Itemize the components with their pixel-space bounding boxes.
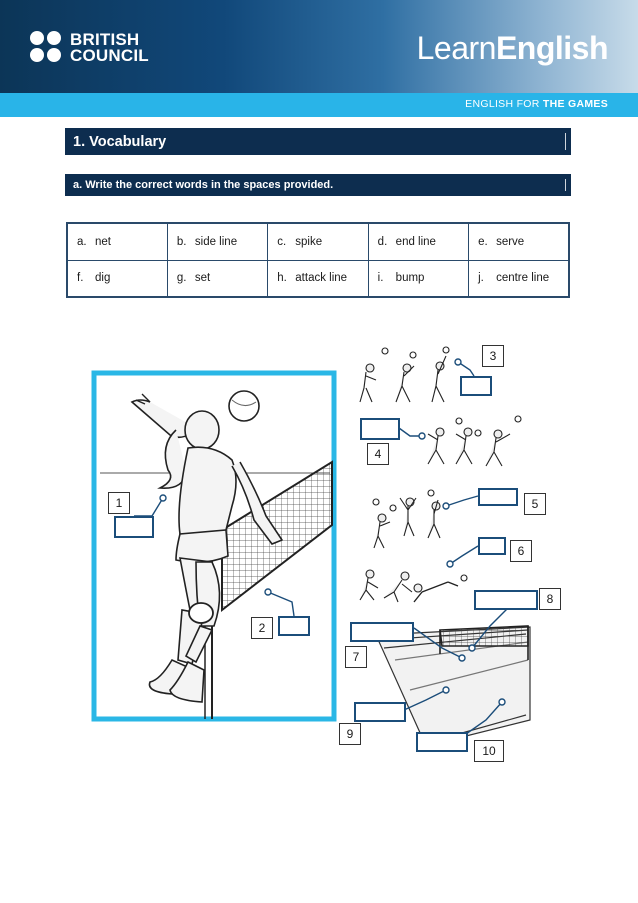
- instruction: a. Write the correct words in the spaces provided.: [66, 175, 570, 195]
- callout-10: 10: [474, 740, 504, 762]
- word-cell: a. net: [67, 223, 167, 260]
- callout-7: 7: [345, 646, 367, 668]
- word-cell: j. centre line: [469, 260, 569, 297]
- table-row: [67, 223, 569, 260]
- callout-8: 8: [539, 588, 561, 610]
- word-cell: b. side line: [167, 223, 267, 260]
- court-drawing: [376, 626, 530, 746]
- callout-1: 1: [108, 492, 130, 514]
- tagline-strip: [0, 93, 638, 117]
- answer-box-4[interactable]: [360, 418, 400, 440]
- word-cell: f. dig: [67, 260, 167, 297]
- callout-4: 4: [367, 443, 389, 465]
- spike-player-picture: [94, 373, 334, 719]
- word-cell: c. spike: [268, 223, 368, 260]
- answer-box-5[interactable]: [478, 488, 518, 506]
- vocabulary-table: [66, 222, 570, 298]
- answer-box-6[interactable]: [478, 537, 506, 555]
- callout-5: 5: [524, 493, 546, 515]
- tagline-prefix: ENGLISH FOR: [465, 98, 540, 110]
- answer-box-3[interactable]: [460, 376, 492, 396]
- header-banner: [0, 0, 638, 93]
- small-figures: [360, 347, 521, 602]
- word-cell: e. serve: [469, 223, 569, 260]
- word-cell: g. set: [167, 260, 267, 297]
- callout-3: 3: [482, 345, 504, 367]
- callout-2: 2: [251, 617, 273, 639]
- answer-box-10[interactable]: [416, 732, 468, 752]
- illustration-drawing: [0, 330, 638, 770]
- british-council-dots-icon: [30, 31, 64, 65]
- table-row: [67, 260, 569, 297]
- british-council-logo: [30, 28, 149, 68]
- brand-line-2: COUNCIL: [70, 46, 149, 65]
- answer-box-2[interactable]: [278, 616, 310, 636]
- word-cell: d. end line: [368, 223, 468, 260]
- callout-6: 6: [510, 540, 532, 562]
- answer-box-1[interactable]: [114, 516, 154, 538]
- answer-box-9[interactable]: [354, 702, 406, 722]
- volleyball-illustration: [0, 330, 638, 770]
- callout-9: 9: [339, 723, 361, 745]
- word-cell: i. bump: [368, 260, 468, 297]
- section-title: 1. Vocabulary: [66, 129, 570, 154]
- answer-box-8[interactable]: [474, 590, 538, 610]
- logo-learn: Learn: [416, 30, 496, 66]
- brand-line-1: BRITISH: [70, 30, 140, 49]
- logo-english: English: [495, 30, 608, 66]
- word-cell: h. attack line: [268, 260, 368, 297]
- learnenglish-logo: [417, 30, 608, 67]
- answer-box-7[interactable]: [350, 622, 414, 642]
- tagline-bold: THE GAMES: [542, 98, 608, 110]
